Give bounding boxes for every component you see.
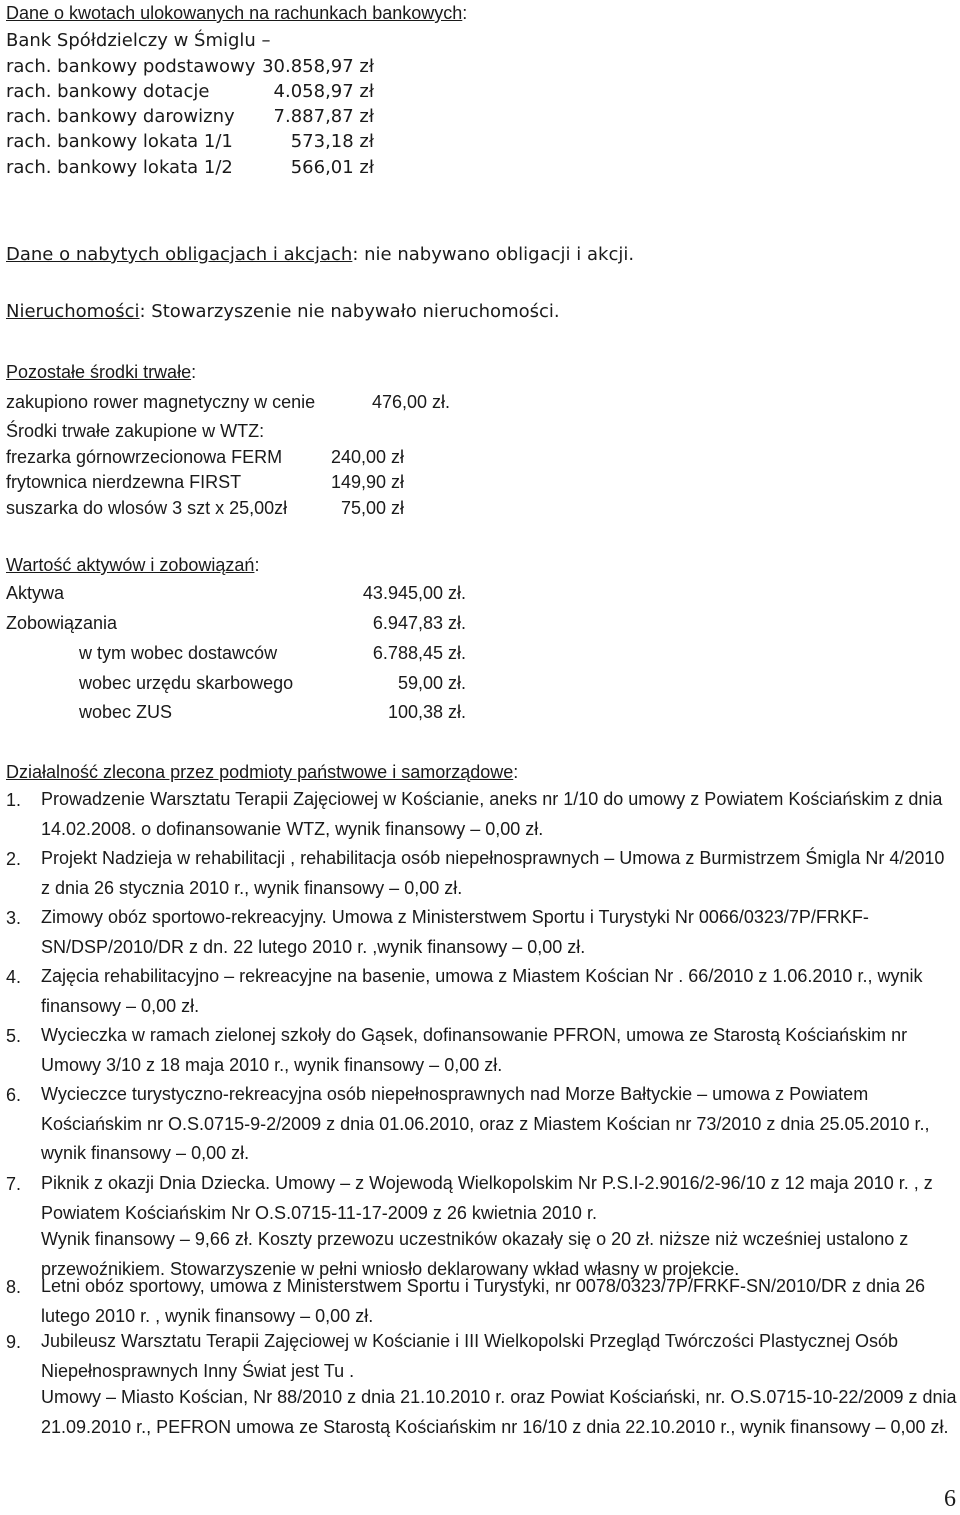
bank-heading: Dane o kwotach ulokowanych na rachunkach bankowych — [6, 3, 463, 23]
bank-account-amount: 7.887,87 zł — [273, 106, 374, 127]
bank-account-label: rach. bankowy dotacje — [6, 81, 210, 102]
list-number: 2. — [6, 849, 22, 869]
assets-row-label: wobec urzędu skarbowego — [79, 673, 294, 693]
list-item-text: Piknik z okazji Dnia Dziecka. Umowy – z Wojewodą Wielkopolskim Nr P.S.I-2.9016/2-96/10 z 12 maja 2010 r. , z Powiatem Kościańskim Nr O.S.0715-11-17-2009 z 26 kwietnia 2010 r. — [41, 1173, 933, 1223]
list-item-text: Zimowy obóz sportowo-rekreacyjny. Umowa z Ministerstwem Sportu i Turystyki Nr 0066/0323/7P/FRKF-SN/DSP/2010/DR z dn. 22 lutego 2010 r. ,wynik finansowy – 0,00 zł. — [41, 907, 869, 957]
wtz-heading: Środki trwałe zakupione w WTZ: — [6, 421, 265, 441]
list-item-text: Wycieczka w ramach zielonej szkoły do Gąsek, dofinansowanie PFRON, umowa ze Starostą Kościańskim nr Umowy 3/10 z 18 maja 2010 r., wynik finansowy – 0,00 zł. — [41, 1025, 908, 1075]
fixed-assets-heading-colon: : — [191, 362, 197, 382]
commissioned-heading-line — [6, 761, 518, 783]
list-number: 3. — [6, 908, 22, 928]
assets-row-label: Zobowiązania — [6, 613, 118, 633]
property-heading: Nieruchomości — [6, 301, 140, 322]
list-item-text: Wycieczce turystyczno-rekreacyjna osób niepełnosprawnych nad Morze Bałtyckie – umowa z Powiatem Kościańskim nr O.S.0715-9-2/2009 z dnia 01.06.2010, oraz z Miastem Kościan nr 73/2010 z dnia 25.05.2010 r., wynik finansowy – 0,00 zł. — [41, 1084, 930, 1163]
list-number: 6. — [6, 1085, 22, 1105]
commissioned-heading: Działalność zlecona przez podmioty państwowe i samorządowe — [6, 762, 514, 782]
assets-row-label: wobec ZUS — [79, 702, 173, 722]
property-text: : Stowarzyszenie nie nabywało nieruchomości. — [139, 301, 560, 322]
fixed-assets-heading: Pozostałe środki trwałe — [6, 362, 192, 382]
assets-row-amount: 59,00 zł. — [397, 673, 466, 693]
list-number: 1. — [6, 790, 22, 810]
assets-row-amount: 100,38 zł. — [387, 702, 466, 722]
wtz-item-label: suszarka do wlosów 3 szt x 25,00zł — [6, 498, 288, 518]
bonds-text: : nie nabywano obligacji i akcji. — [352, 244, 635, 265]
bank-account-label: rach. bankowy lokata 1/1 — [6, 131, 233, 152]
assets-heading-line — [6, 554, 259, 576]
list-item-extra: Umowy – Miasto Kościan, Nr 88/2010 z dnia 21.10.2010 r. oraz Powiat Kościański, nr. O.S.0715-10-22/2009 z dnia 21.09.2010 r., PEFRON umowa ze Starostą Kościańskim nr 16/10 z dnia 22.10.2010 r., wynik finansowy – 0,00 zł. — [41, 1387, 957, 1437]
bank-account-label: rach. bankowy darowizny — [6, 106, 235, 127]
list-number: 4. — [6, 967, 22, 987]
page-number: 6 — [944, 1486, 956, 1512]
assets-heading-colon: : — [254, 555, 260, 575]
bank-account-amount: 573,18 zł — [290, 131, 374, 152]
list-number: 5. — [6, 1026, 22, 1046]
wtz-item-amount: 149,90 zł — [330, 472, 404, 492]
bank-account-amount: 4.058,97 zł — [273, 81, 374, 102]
commissioned-heading-colon: : — [513, 762, 519, 782]
wtz-item-label: frytownica nierdzewna FIRST — [6, 472, 242, 492]
wtz-item-amount: 240,00 zł — [330, 447, 404, 467]
assets-row-amount: 43.945,00 zł. — [362, 583, 466, 603]
bike-label: zakupiono rower magnetyczny w cenie — [6, 392, 316, 412]
wtz-item-label: frezarka górnowrzecionowa FERM — [6, 447, 283, 467]
bonds-heading: Dane o nabytych obligacjach i akcjach — [6, 244, 353, 265]
bank-account-amount: 566,01 zł — [290, 157, 374, 178]
wtz-item-amount: 75,00 zł — [340, 498, 404, 518]
list-number: 8. — [6, 1277, 22, 1297]
assets-row-label: Aktywa — [6, 583, 65, 603]
list-item-extra: Wynik finansowy – 9,66 zł. Koszty przewozu uczestników okazały się o 20 zł. niższe niż wcześniej ustalono z przewoźnikiem. Stowarzyszenie w pełni wniosło deklarowany wkład własny w projekcie. — [41, 1229, 909, 1279]
bank-account-amount: 30.858,97 zł — [262, 56, 374, 77]
assets-row-label: w tym wobec dostawców — [79, 643, 278, 663]
fixed-assets-heading-line — [6, 361, 196, 383]
list-number: 9. — [6, 1332, 22, 1352]
bank-heading-colon: : — [462, 3, 468, 23]
assets-heading: Wartość aktywów i zobowiązań — [6, 555, 255, 575]
bonds-line — [6, 244, 634, 266]
list-item-text: Projekt Nadzieja w rehabilitacji , rehabilitacja osób niepełnosprawnych – Umowa z Burmistrzem Śmigla Nr 4/2010 z dnia 26 stycznia 2010 r., wynik finansowy – 0,00 zł. — [41, 848, 945, 898]
bank-name: Bank Spółdzielczy w Śmiglu – — [6, 30, 271, 51]
list-item-text: Prowadzenie Warsztatu Terapii Zajęciowej w Kościanie, aneks nr 1/10 do umowy z Powiatem Kościańskim z dnia 14.02.2008. o dofinansowanie WTZ, wynik finansowy – 0,00 zł. — [41, 789, 943, 839]
list-item-text: Jubileusz Warsztatu Terapii Zajęciowej w Kościanie i III Wielkopolski Przegląd Twórczości Plastycznej Osób Niepełnosprawnych Inny Świat jest Tu . — [41, 1331, 899, 1381]
assets-row-amount: 6.788,45 zł. — [372, 643, 466, 663]
property-line — [6, 301, 560, 323]
bank-account-label: rach. bankowy lokata 1/2 — [6, 157, 233, 178]
list-item-text: Zajęcia rehabilitacyjno – rekreacyjne na basenie, umowa z Miastem Kościan Nr . 66/2010 z 1.06.2010 r., wynik finansowy – 0,00 zł. — [41, 966, 923, 1016]
bank-heading-line — [6, 2, 467, 24]
bike-amount: 476,00 zł. — [372, 392, 451, 412]
list-number: 7. — [6, 1174, 22, 1194]
assets-row-amount: 6.947,83 zł. — [372, 613, 466, 633]
bank-account-label: rach. bankowy podstawowy — [6, 56, 256, 77]
list-item-text: Letni obóz sportowy, umowa z Ministerstwem Sportu i Turystyki, nr 0078/0323/7P/FRKF-SN/2010/DR z dnia 26 lutego 2010 r. , wynik finansowy – 0,00 zł. — [41, 1276, 926, 1326]
